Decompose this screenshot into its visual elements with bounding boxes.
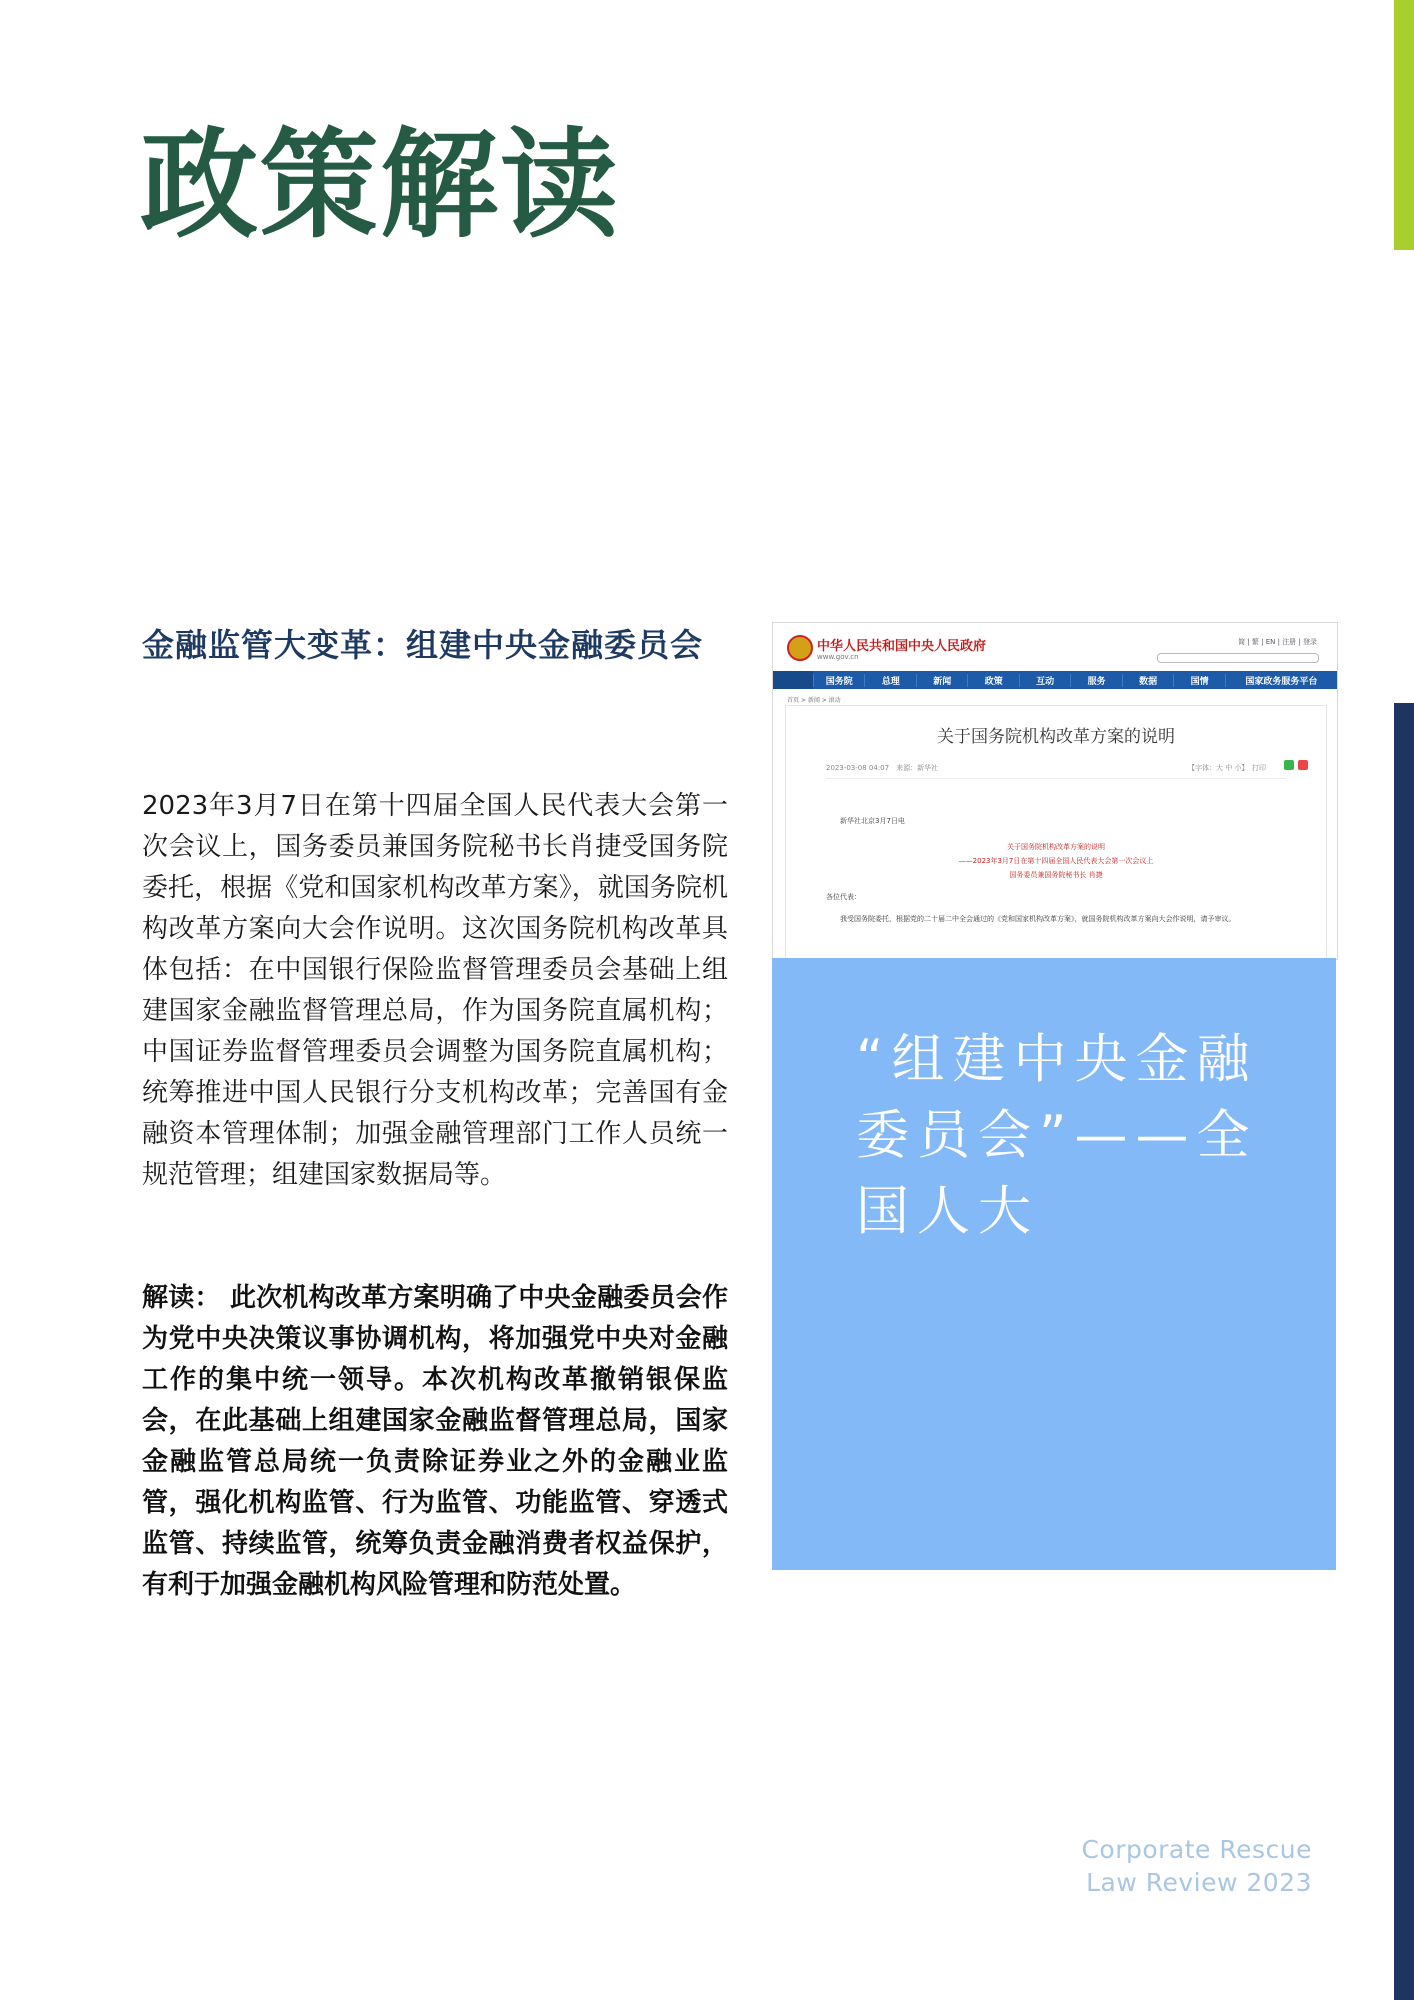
screenshot-search-box bbox=[1157, 653, 1319, 663]
screenshot-nav-item: 政策 bbox=[967, 674, 1018, 687]
screenshot-header bbox=[773, 623, 1337, 671]
screenshot-nav-item: 服务 bbox=[1070, 674, 1121, 687]
screenshot-nav-item: 总理 bbox=[864, 674, 915, 687]
body-paragraph: 2023年3月7日在第十四届全国人民代表大会第一次会议上，国务委员兼国务院秘书长肖捷受国务院委托，根据《党和国家机构改革方案》，就国务院机构改革方案向大会作说明。这次国务院机构改革具体包括：在中国银行保险监督管理委员会基础上组建国家金融监督管理总局，作为国务院直属机构；中国证券监督管理委员会调整为国务院直属机构；统筹推进中国人民银行分支机构改革；完善国有金融资本管理体制；加强金融管理部门工作人员统一规范管理；组建国家数据局等。 bbox=[142, 791, 728, 1190]
quote-box bbox=[772, 958, 1336, 1570]
screenshot-first-paragraph: 我受国务院委托，根据党的二十届二中全会通过的《党和国家机构改革方案》，就国务院机构改革方案向大会作说明，请予审议。 bbox=[840, 915, 1236, 923]
screenshot-nav-item: 新闻 bbox=[916, 674, 967, 687]
side-accent-bar bbox=[1394, 703, 1414, 2000]
wechat-share-icon bbox=[1284, 760, 1294, 770]
screenshot-site-url: www.gov.cn bbox=[817, 653, 859, 661]
screenshot-divider bbox=[826, 778, 1286, 779]
screenshot-greeting: 各位代表： bbox=[826, 893, 861, 901]
screenshot-article-tools: 【字体：大 中 小】 打印 bbox=[1188, 764, 1266, 772]
pull-quote: “组建中央金融委员会”——全国人大 bbox=[856, 1029, 1258, 1242]
national-emblem-icon bbox=[787, 635, 813, 661]
screenshot-nav-item: 国务院 bbox=[813, 674, 864, 687]
screenshot-breadcrumb: 首页 > 新闻 > 滚动 bbox=[787, 697, 841, 704]
screenshot-red-title: 关于国务院机构改革方案的说明 bbox=[1007, 843, 1105, 851]
screenshot-site-name: 中华人民共和国中央人民政府 bbox=[817, 639, 987, 654]
weibo-share-icon bbox=[1298, 760, 1308, 770]
top-accent-bar bbox=[1394, 0, 1414, 250]
screenshot-article-meta: 2023-03-08 04:07 来源：新华社 bbox=[826, 764, 939, 772]
commentary-paragraph: 解读： 此次机构改革方案明确了中央金融委员会作为党中央决策议事协调机构，将加强党中央对金融工作的集中统一领导。本次机构改革撤销银保监会，在此基础上组建国家金融监督管理总局，国家金融监管总局统一负责除证券业之外的金融业监管，强化机构监管、行为监管、功能监管、穿透式监管、持续监管，统筹负责金融消费者权益保护，有利于加强金融机构风险管理和防范处置。 bbox=[142, 1283, 728, 1600]
gov-website-screenshot bbox=[772, 622, 1338, 960]
screenshot-article-card bbox=[785, 705, 1327, 960]
page-title: 政策解读 bbox=[140, 116, 621, 254]
screenshot-dateline: 新华社北京3月7日电 bbox=[840, 817, 905, 825]
screenshot-nav-item: 国家政务服务平台 bbox=[1225, 674, 1337, 687]
gate-icon bbox=[773, 671, 813, 689]
screenshot-article-title: 关于国务院机构改革方案的说明 bbox=[937, 727, 1175, 747]
screenshot-nav-item: 国情 bbox=[1173, 674, 1224, 687]
screenshot-red-subtitle: ——2023年3月7日在第十四届全国人民代表大会第一次会议上 bbox=[958, 857, 1154, 865]
screenshot-red-speaker: 国务委员兼国务院秘书长 肖捷 bbox=[1009, 871, 1103, 879]
footer-brand bbox=[1000, 1833, 1312, 1899]
screenshot-nav-item: 数据 bbox=[1122, 674, 1173, 687]
footer-line-1: Corporate Rescue bbox=[1081, 1835, 1312, 1864]
section-heading: 金融监管大变革：组建中央金融委员会 bbox=[142, 626, 704, 664]
screenshot-nav-bar bbox=[773, 671, 1337, 689]
screenshot-nav-item: 互动 bbox=[1019, 674, 1070, 687]
screenshot-util-links: 简 | 繁 | EN | 注册 | 登录 bbox=[1238, 638, 1317, 646]
footer-line-2: Law Review 2023 bbox=[1086, 1868, 1312, 1897]
